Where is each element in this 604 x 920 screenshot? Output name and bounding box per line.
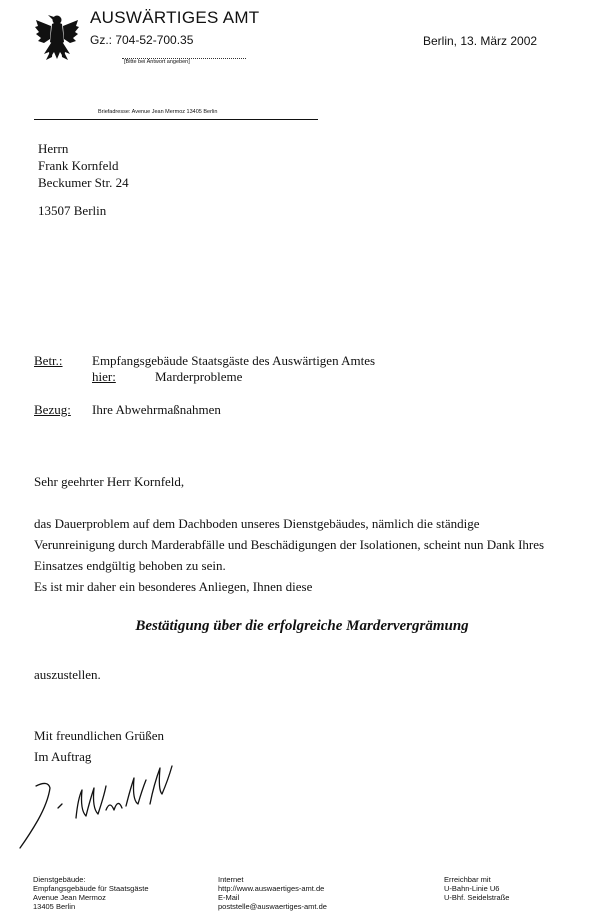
certificate-heading: Bestätigung über die erfolgreiche Mardervergrämung xyxy=(135,618,469,634)
body-line: Es ist mir daher ein besonderes Anliegen, Ihnen diese xyxy=(34,579,313,594)
subject-text: Empfangsgebäude Staatsgäste des Auswärtigen Amtes xyxy=(92,353,376,368)
subject-label: Betr.: xyxy=(34,353,63,368)
recipient-street: Beckumer Str. 24 xyxy=(38,175,129,190)
recipient-salutation-line: Herrn xyxy=(38,141,69,156)
footer-line: Avenue Jean Mermoz xyxy=(33,893,106,902)
recipient-name: Frank Kornfeld xyxy=(38,158,119,173)
footer-line: Internet xyxy=(218,875,244,884)
body-line: Einsatzes endgültig behoben zu sein. xyxy=(34,558,226,573)
body-closing-sentence: auszustellen. xyxy=(34,667,101,682)
footer-line: E-Mail xyxy=(218,893,240,902)
footer-line: U-Bahn-Linie U6 xyxy=(444,884,500,893)
organization-name: AUSWÄRTIGES AMT xyxy=(90,8,260,27)
footer-line: Erreichbar mit xyxy=(444,875,491,884)
salutation: Sehr geehrter Herr Kornfeld, xyxy=(34,474,185,489)
subject-detail-label: hier: xyxy=(92,369,116,384)
body-paragraph xyxy=(34,513,596,597)
reference-note: [Bitte bei Antwort angeben] xyxy=(124,59,190,65)
return-address-divider xyxy=(34,119,318,120)
reference-text: Ihre Abwehrmaßnahmen xyxy=(92,402,221,417)
footer-line: Empfangsgebäude für Staatsgäste xyxy=(33,884,149,893)
footer-contact xyxy=(218,875,327,911)
footer-line: 13405 Berlin xyxy=(33,902,76,911)
recipient-city: 13507 Berlin xyxy=(38,203,107,218)
footer-line: Dienstgebäude: xyxy=(33,875,86,884)
footer-transit xyxy=(444,875,509,902)
footer-line: U-Bhf. Seidelstraße xyxy=(444,893,510,902)
reference-label: Bezug: xyxy=(34,402,71,417)
footer-website: http://www.auswaertiges-amt.de xyxy=(218,884,325,893)
handwritten-signature xyxy=(14,760,184,850)
body-line: das Dauerproblem auf dem Dachboden unseres Dienstgebäudes, nämlich die ständige xyxy=(34,516,480,531)
footer-email: poststelle@auswaertiges-amt.de xyxy=(218,902,327,911)
subject-detail-text: Marderprobleme xyxy=(155,369,243,384)
federal-eagle-emblem-icon xyxy=(34,12,80,62)
reference-number: Gz.: 704-52-700.35 xyxy=(90,33,194,47)
footer-building-address xyxy=(33,875,149,911)
recipient-address xyxy=(38,140,129,191)
closing-greeting: Mit freundlichen Grüßen xyxy=(34,728,164,743)
letter-date: Berlin, 13. März 2002 xyxy=(423,34,538,48)
return-address: Briefadresse: Avenue Jean Mermoz 13405 Berlin xyxy=(98,109,218,115)
closing-on-behalf: Im Auftrag xyxy=(34,749,92,764)
body-line: Verunreinigung durch Marderabfälle und Beschädigungen der Isolationen, scheint nun Dank Ihres xyxy=(34,537,545,552)
